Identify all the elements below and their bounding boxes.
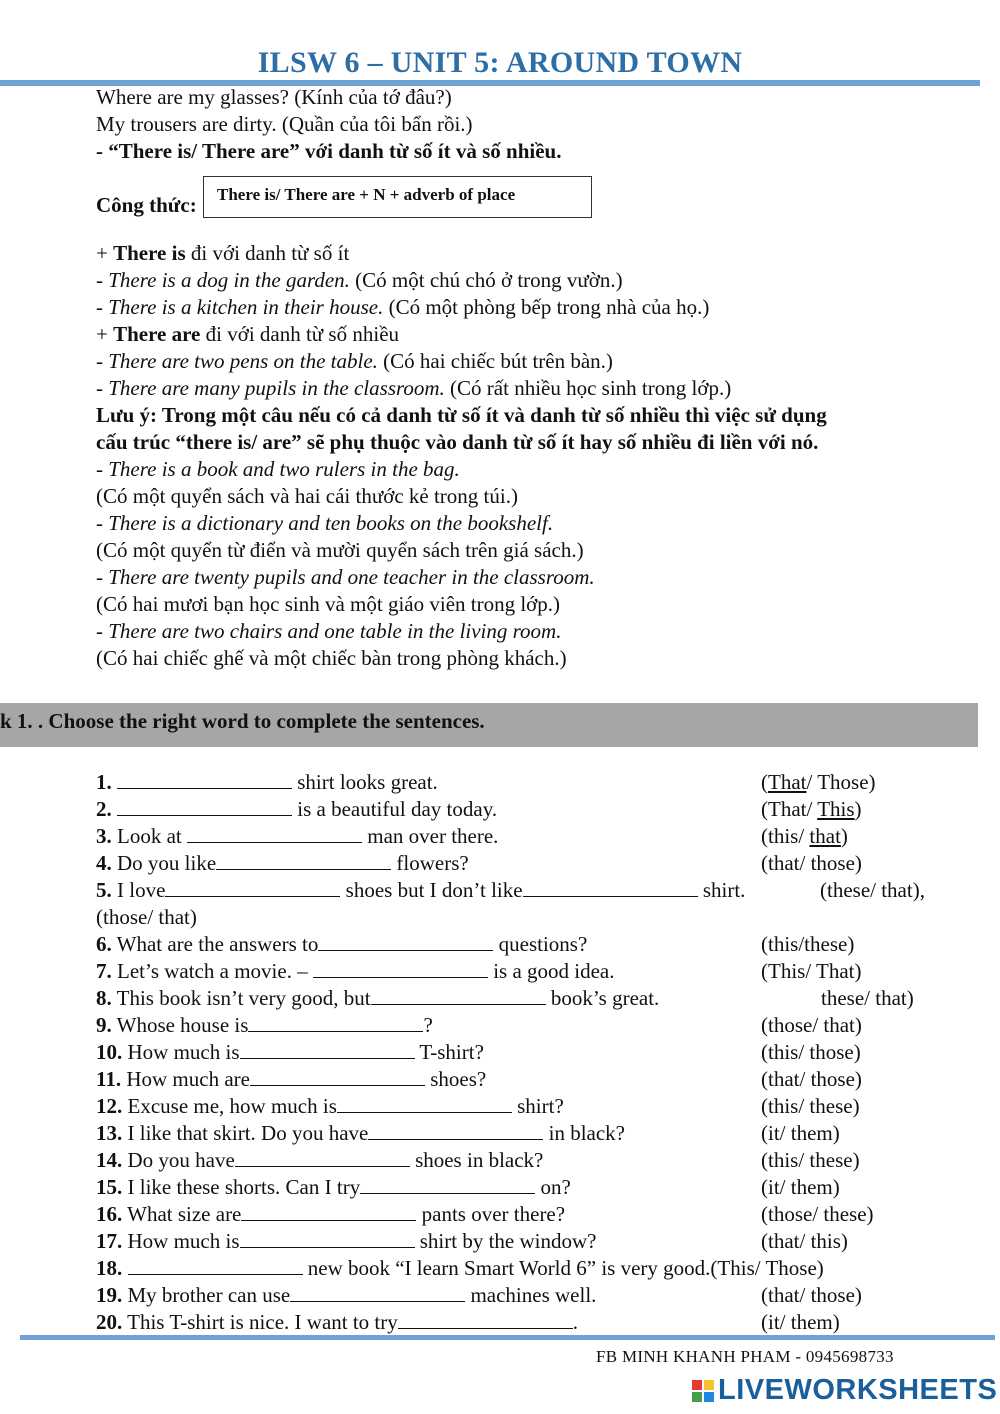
answer-blank[interactable] <box>240 1229 415 1248</box>
answer-blank[interactable] <box>290 1283 465 1302</box>
translation-line: (Có hai chiếc ghế và một chiếc bàn trong phòng khách.) <box>96 646 567 670</box>
example-line: - There is a dictionary and ten books on the bookshelf. <box>96 511 554 535</box>
answer-blank[interactable] <box>248 1013 423 1032</box>
task-title: k 1. . Choose the right word to complete the sentences. <box>0 709 485 733</box>
question-text: How much is <box>122 1229 240 1253</box>
question-18 <box>96 1255 824 1282</box>
translation-line: (Có một quyển sách và hai cái thước kẻ trong túi.) <box>96 484 518 508</box>
question-text: I like that skirt. Do you have <box>122 1121 369 1145</box>
question-text: flowers? <box>391 851 469 875</box>
correct-option: That <box>768 770 807 794</box>
answer-blank[interactable] <box>128 1256 303 1275</box>
question-number: 8. <box>96 986 112 1010</box>
question-14 <box>96 1147 543 1174</box>
option-text: / Those) <box>806 770 876 794</box>
question-text: pants over there? <box>416 1202 566 1226</box>
answer-options <box>761 796 862 823</box>
logo-block <box>692 1392 702 1402</box>
example-line: - There is a dog in the garden. (Có một chú chó ở trong vườn.) <box>96 268 623 292</box>
question-9 <box>96 1012 433 1039</box>
question-text: How much are <box>121 1067 250 1091</box>
formula-label: Công thức: <box>96 193 197 217</box>
question-number: 9. <box>96 1013 112 1037</box>
answer-options: (that/ those) <box>761 1283 862 1307</box>
question-5 <box>96 877 745 904</box>
logo-text: LIVEWORKSHEETS <box>718 1374 998 1406</box>
question-number: 19. <box>96 1283 123 1307</box>
question-text: . <box>572 1310 579 1334</box>
answer-options: (that/ those) <box>761 1067 862 1091</box>
answer-blank[interactable] <box>398 1310 573 1329</box>
question-number: 15. <box>96 1175 123 1199</box>
note-line: Lưu ý: Trong một câu nếu có cả danh từ số ít và danh từ số nhiều thì việc sử dụng <box>96 403 827 427</box>
question-20 <box>96 1309 578 1336</box>
option-text: ( <box>761 770 768 794</box>
option-text: ) <box>854 797 862 821</box>
question-text: This T-shirt is nice. I want to try <box>122 1310 398 1334</box>
question-text: Do you like <box>111 851 217 875</box>
question-text: shirt. <box>697 878 746 902</box>
footer-credit: FB MINH KHANH PHAM - 0945698733 <box>596 1347 894 1366</box>
logo-block <box>704 1380 714 1390</box>
answer-options: (this/ these) <box>761 1148 860 1172</box>
bottom-divider <box>20 1335 995 1340</box>
question-17 <box>96 1228 596 1255</box>
translation-line: (Có một quyển từ điển và mười quyển sách trên giá sách.) <box>96 538 584 562</box>
question-text: ? <box>423 1013 433 1037</box>
answer-blank[interactable] <box>165 878 340 897</box>
answer-blank[interactable] <box>117 770 292 789</box>
answer-blank[interactable] <box>187 824 362 843</box>
question-number: 5. <box>96 878 112 902</box>
example-line: - There are two pens on the table. (Có hai chiếc bút trên bàn.) <box>96 349 613 373</box>
answer-options <box>761 769 876 796</box>
note-line: cấu trúc “there is/ are” sẽ phụ thuộc vào danh từ số ít hay số nhiều đi liền với nó. <box>96 430 819 454</box>
question-13 <box>96 1120 625 1147</box>
question-text: man over there. <box>361 824 499 848</box>
question-text: on? <box>535 1175 571 1199</box>
page-title: ILSW 6 – UNIT 5: AROUND TOWN <box>257 46 743 79</box>
question-15 <box>96 1174 571 1201</box>
question-11 <box>96 1066 486 1093</box>
question-text: What size are <box>122 1202 242 1226</box>
answer-options <box>761 823 848 850</box>
question-text: Look at <box>111 824 187 848</box>
question-text: I like these shorts. Can I try <box>122 1175 361 1199</box>
example-line: - There are twenty pupils and one teacher in the classroom. <box>96 565 595 589</box>
question-text: Do you have <box>122 1148 235 1172</box>
answer-options: (those/ these) <box>761 1202 874 1226</box>
question-text: Let’s watch a movie. – <box>111 959 313 983</box>
question-text: I love <box>111 878 166 902</box>
answer-options: these/ that) <box>821 986 914 1010</box>
answer-blank[interactable] <box>360 1175 535 1194</box>
liveworksheets-logo <box>692 1374 997 1407</box>
answer-blank[interactable] <box>523 878 698 897</box>
answer-blank[interactable] <box>216 851 391 870</box>
translation-line: (Có hai mươi bạn học sinh và một giáo viên trong lớp.) <box>96 592 561 616</box>
answer-blank[interactable] <box>117 797 292 816</box>
answer-options: (it/ them) <box>761 1310 840 1334</box>
answer-blank[interactable] <box>337 1094 512 1113</box>
answer-blank[interactable] <box>371 986 546 1005</box>
text-line: Where are my glasses? (Kính của tớ đâu?) <box>96 85 452 109</box>
question-text: T-shirt? <box>414 1040 484 1064</box>
question-number: 4. <box>96 851 112 875</box>
correct-option: that <box>809 824 841 848</box>
question-text: shirt looks great. <box>292 770 438 794</box>
question-text: How much is <box>122 1040 240 1064</box>
option-text: (That/ <box>761 797 818 821</box>
question-4 <box>96 850 469 877</box>
question-number: 10. <box>96 1040 123 1064</box>
question-text: in black? <box>543 1121 626 1145</box>
question-8 <box>96 985 659 1012</box>
question-number: 16. <box>96 1202 123 1226</box>
correct-option: This <box>817 797 855 821</box>
question-text: book’s great. <box>545 986 660 1010</box>
question-16 <box>96 1201 565 1228</box>
question-number: 3. <box>96 824 112 848</box>
question-number: 20. <box>96 1310 123 1334</box>
rule-there-are: + There are đi với danh từ số nhiều <box>96 322 400 346</box>
question-text: is a beautiful day today. <box>292 797 498 821</box>
logo-block <box>704 1392 714 1402</box>
question-text: shoes in black? <box>409 1148 544 1172</box>
question-text: This book isn’t very good, but <box>111 986 371 1010</box>
section-heading: - “There is/ There are” với danh từ số ít và số nhiều. <box>96 139 562 163</box>
answer-options: (This/ That) <box>761 959 862 983</box>
question-text: new book “I learn Smart World 6” is very good.(This/ Those) <box>302 1256 824 1280</box>
option-text: ) <box>840 824 848 848</box>
answer-blank[interactable] <box>241 1202 416 1221</box>
question-text: What are the answers to <box>111 932 319 956</box>
logo-block <box>692 1380 702 1390</box>
answer-blank[interactable] <box>235 1148 410 1167</box>
answer-options: (it/ them) <box>761 1121 840 1145</box>
question-text: shoes but I don’t like <box>340 878 523 902</box>
rule-there-is: + There is đi với danh từ số ít <box>96 241 350 265</box>
question-text: shirt by the window? <box>414 1229 597 1253</box>
question-number: 7. <box>96 959 112 983</box>
question-number: 13. <box>96 1121 123 1145</box>
answer-options: (that/ those) <box>761 851 862 875</box>
answer-options: (this/ those) <box>761 1040 861 1064</box>
answer-options: (this/ these) <box>761 1094 860 1118</box>
example-line: - There is a kitchen in their house. (Có một phòng bếp trong nhà của họ.) <box>96 295 710 319</box>
logo-blocks-icon <box>692 1380 714 1402</box>
question-number: 12. <box>96 1094 123 1118</box>
answer-options: (this/these) <box>761 932 855 956</box>
question-3 <box>96 823 498 850</box>
answer-options: (these/ that), <box>820 878 925 902</box>
question-2 <box>96 796 497 823</box>
question-12 <box>96 1093 564 1120</box>
answer-options: (it/ them) <box>761 1175 840 1199</box>
option-text: (this/ <box>761 824 810 848</box>
answer-blank[interactable] <box>368 1121 543 1140</box>
question-text: machines well. <box>465 1283 597 1307</box>
question-text: is a good idea. <box>487 959 615 983</box>
answer-options: (those/ that) <box>761 1013 862 1037</box>
example-line: - There are two chairs and one table in the living room. <box>96 619 562 643</box>
question-1 <box>96 769 438 796</box>
question-10 <box>96 1039 484 1066</box>
question-number: 1. <box>96 770 112 794</box>
question-number: 14. <box>96 1148 123 1172</box>
question-number: 17. <box>96 1229 123 1253</box>
question-19 <box>96 1282 596 1309</box>
question-text: My brother can use <box>122 1283 291 1307</box>
question-text: questions? <box>493 932 588 956</box>
question-number: 11. <box>96 1067 122 1091</box>
question-text: shirt? <box>511 1094 564 1118</box>
question-number: 2. <box>96 797 112 821</box>
formula-box: There is/ There are + N + adverb of place <box>203 176 592 218</box>
answer-blank[interactable] <box>313 959 488 978</box>
question-text: Excuse me, how much is <box>122 1094 337 1118</box>
question-number: 18. <box>96 1256 123 1280</box>
question-6 <box>96 931 587 958</box>
answer-blank[interactable] <box>240 1040 415 1059</box>
answer-options-continued: (those/ that) <box>96 905 197 929</box>
example-line: - There are many pupils in the classroom. (Có rất nhiều học sinh trong lớp.) <box>96 376 732 400</box>
question-7 <box>96 958 615 985</box>
question-number: 6. <box>96 932 112 956</box>
question-text: Whose house is <box>111 1013 249 1037</box>
example-line: - There is a book and two rulers in the bag. <box>96 457 460 481</box>
answer-blank[interactable] <box>250 1067 425 1086</box>
question-text: shoes? <box>424 1067 487 1091</box>
answer-options: (that/ this) <box>761 1229 848 1253</box>
text-line: My trousers are dirty. (Quần của tôi bẩn rồi.) <box>96 112 473 136</box>
answer-blank[interactable] <box>318 932 493 951</box>
